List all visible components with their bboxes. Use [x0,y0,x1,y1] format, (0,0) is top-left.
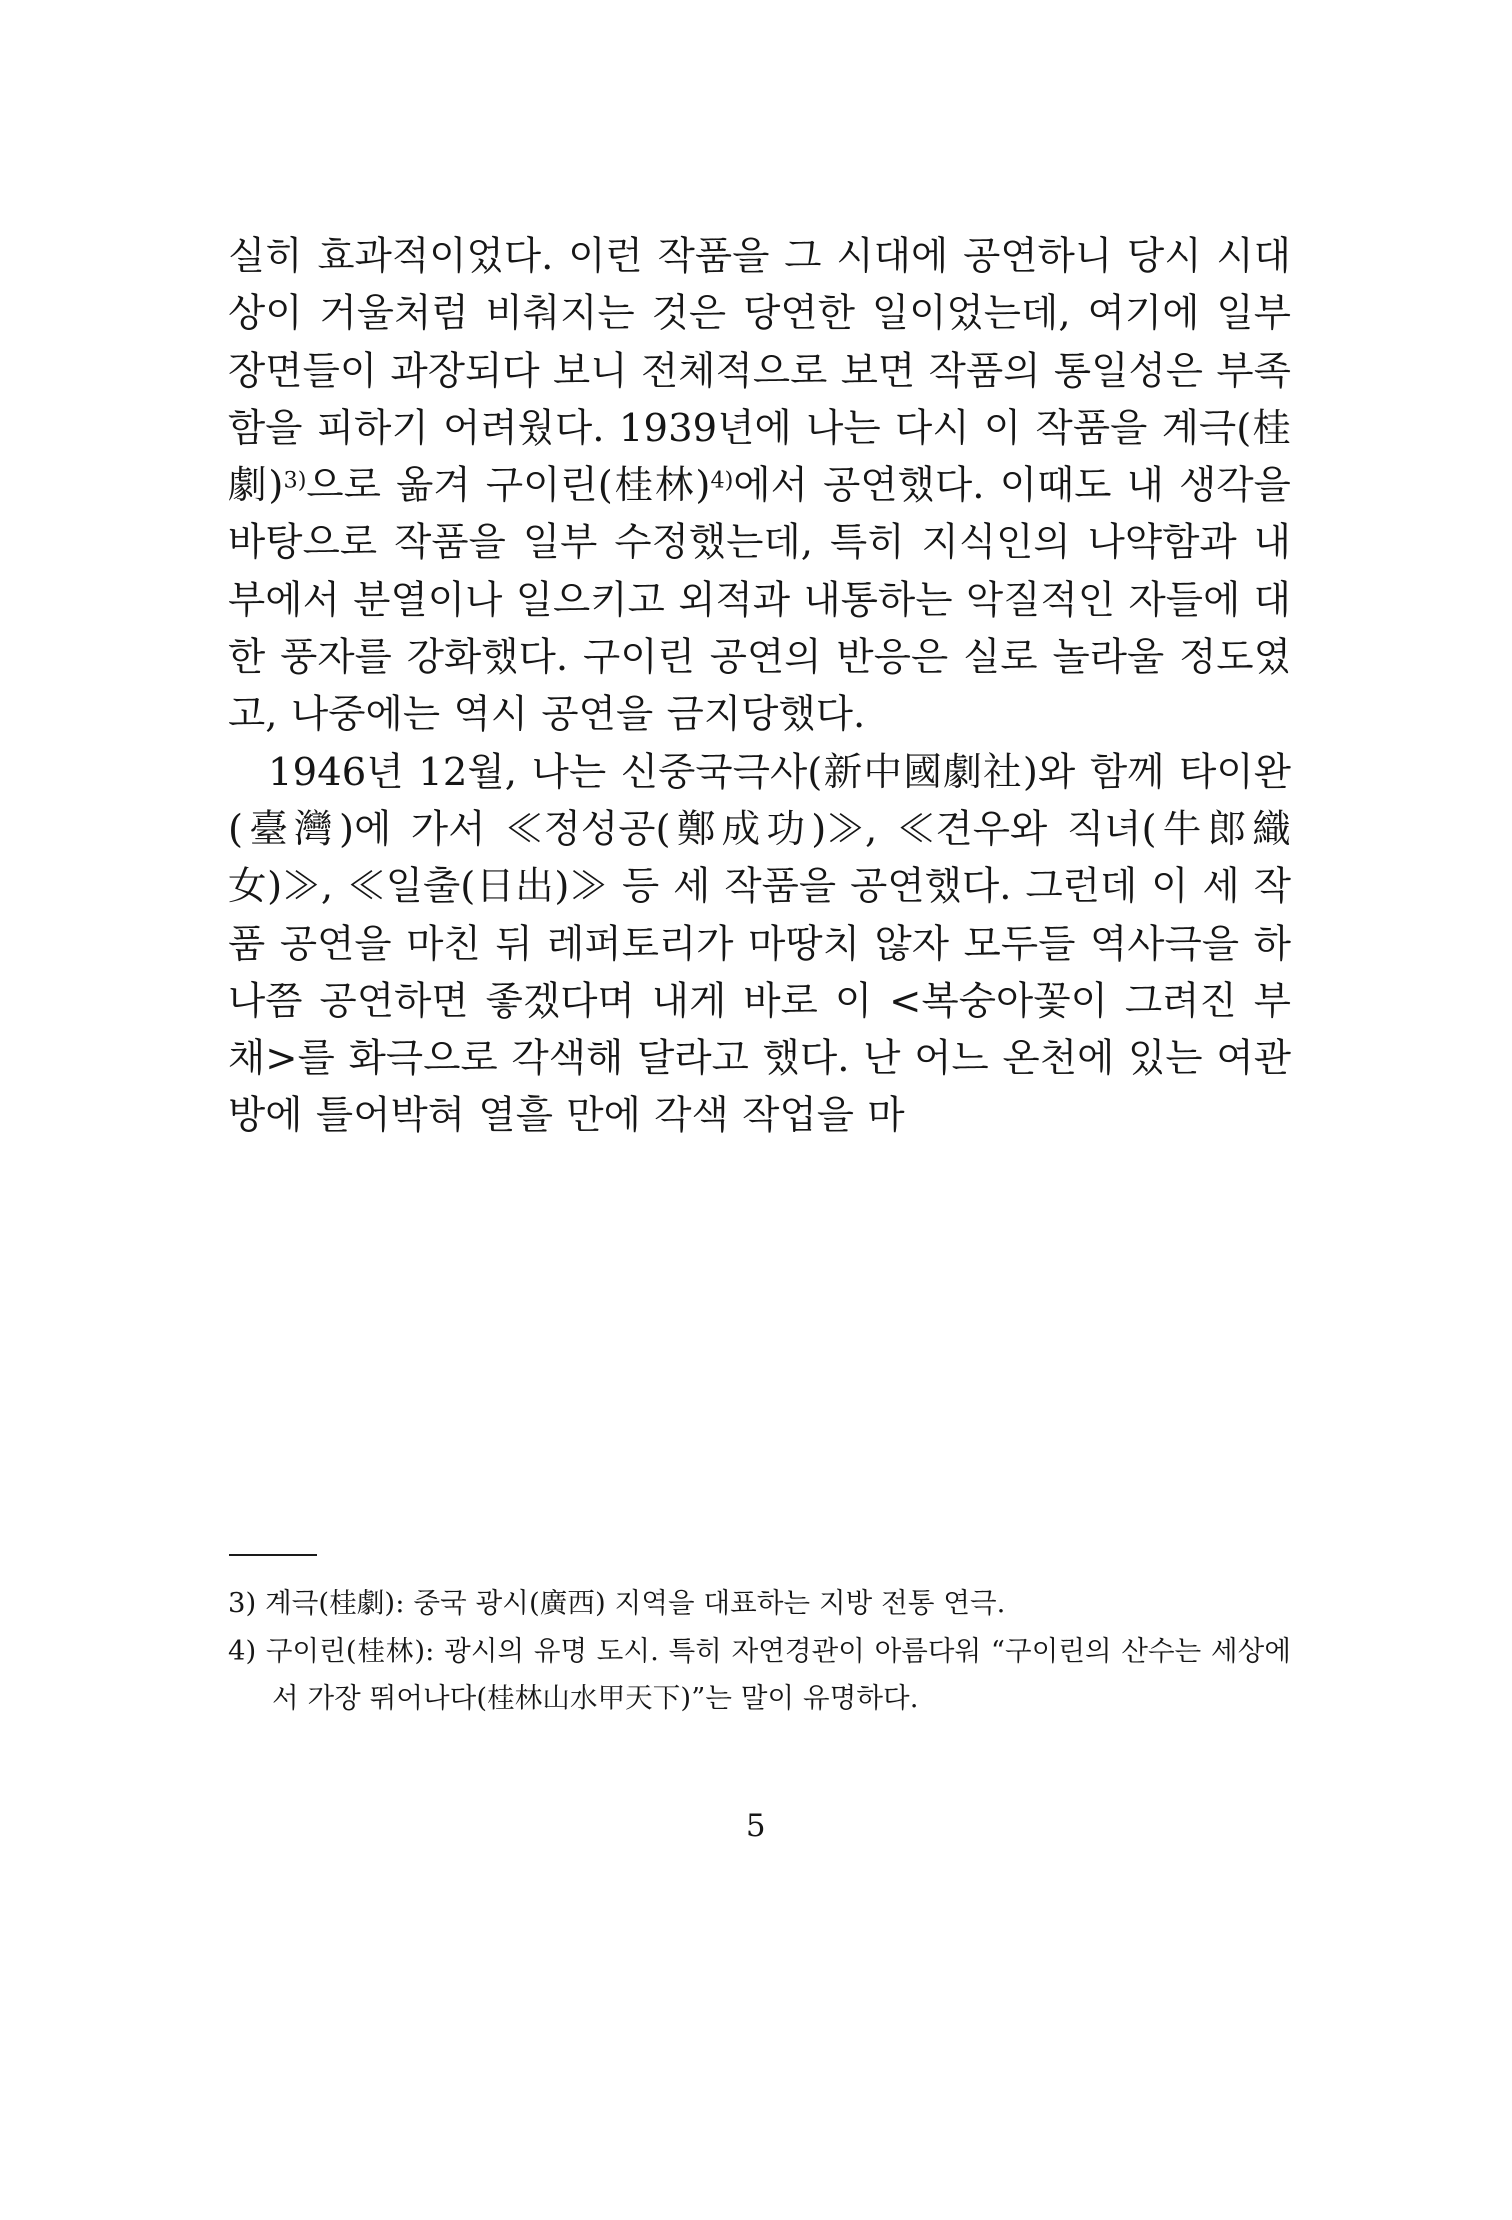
footnote-3-marker: 3) [228,1587,257,1619]
page-number: 5 [745,1808,767,1844]
footnote-separator-rule [229,1554,317,1556]
footnote-4-marker: 4) [228,1634,257,1667]
footnote-reference[interactable]: 3) [283,467,307,494]
footnote-3 [228,1580,1291,1628]
footnote-4 [228,1628,1291,1723]
footnotes-block [228,1580,1291,1723]
paragraph-1: 실히 효과적이었다. 이런 작품을 그 시대에 공연하니 당시 시대상이 거울처럼 비춰지는 것은 당연한 일이었는데, 여기에 일부 장면들이 과장되다 보니 전체적으로 보면 작품의 통일성은 부족함을 피하기 어려웠다. 1939년에 나는 다시 이 작품을 계극(桂劇)$^{3)}$으로 옮겨 구이린(桂林)$^{4)}$에서 공연했다. 이때도 내 생각을 바탕으로 작품을 일부 수정했는데, 특히 지식인의 나약함과 내부에서 분열이나 일으키고 외적과 내통하는 악질적인 자들에 대한 풍자를 강화했다. 구이린 공연의 반응은 실로 놀라울 정도였고, 나중에는 역시 공연을 금지당했다. [228,234,1291,738]
footnote-4-text: 구이린(桂林): 광시의 유명 도시. 특히 자연경관이 아름다워 “구이린의 산수는 세상에서 가장 뛰어나다(桂林山水甲天下)”는 말이 유명하다. [265,1634,1291,1714]
paragraph-2: 1946년 12월, 나는 신중국극사(新中國劇社)와 함께 타이완(臺灣)에 가서 ≪정성공(鄭成功)≫, ≪견우와 직녀(牛郎織女)≫, ≪일출(日出)≫ 등 세 작품을 공연했다. 그런데 이 세 작품 공연을 마친 뒤 레퍼토리가 마땅치 않자 모두들 역사극을 하나쯤 공연하면 좋겠다며 내게 바로 이 <복숭아꽃이 그려진 부채>를 화극으로 각색해 달라고 했다. 난 어느 온천에 있는 여관방에 틀어박혀 열흘 만에 각색 작업을 마 [228,749,1292,1139]
body-text-block [228,228,1291,1145]
footnote-3-text: 계극(桂劇): 중국 광시(廣西) 지역을 대표하는 지방 전통 연극. [265,1587,1006,1619]
footnote-reference[interactable]: 4) [710,467,734,494]
